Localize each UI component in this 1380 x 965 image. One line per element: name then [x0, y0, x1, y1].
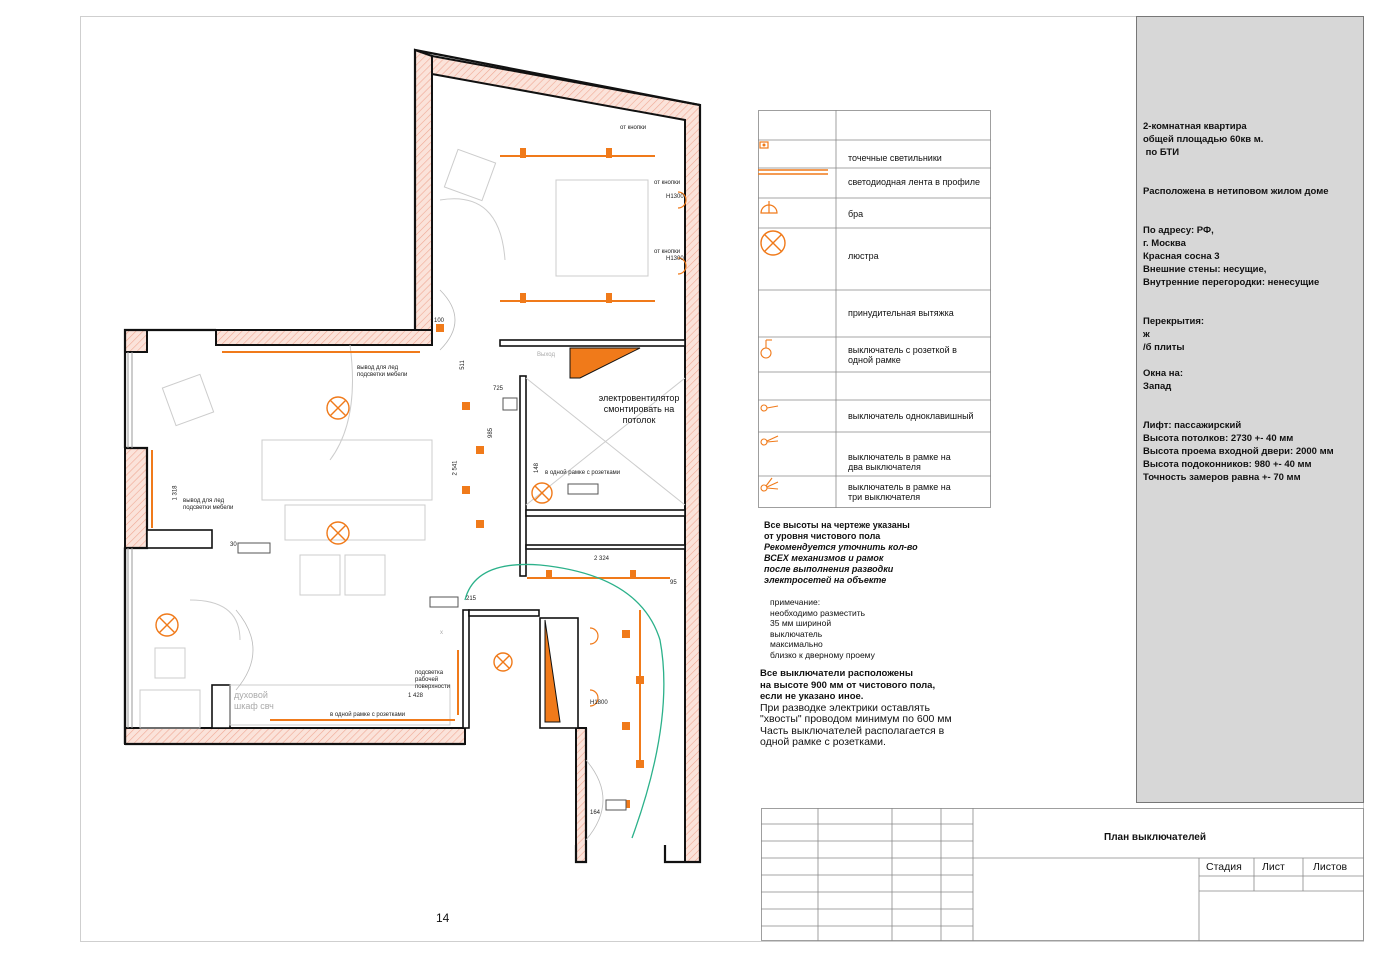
title-block-grid — [761, 808, 1364, 941]
legend-label-led-strip: светодиодная лента в профиле — [848, 177, 981, 187]
note-line: выключатель — [770, 628, 823, 639]
info-address: По адресу: РФ, г. Москва Красная сосна 3 Внешние стены: несущие, Внутренние перегородки: ненесущие — [1143, 225, 1320, 288]
plan-label-small: Выход — [537, 352, 555, 358]
switch-triple-icon — [758, 476, 836, 508]
dimension-label: 215 — [466, 596, 477, 602]
led-strips — [152, 156, 670, 760]
note-line: необходимо разместить — [770, 607, 866, 618]
sconces — [590, 192, 686, 706]
chandelier-icon — [758, 228, 836, 290]
chandeliers — [156, 397, 552, 671]
project-info-panel — [1136, 16, 1364, 803]
note-line: примечание: — [770, 597, 821, 607]
spot-light-icon — [758, 140, 836, 168]
dimension-label: 1 318 — [172, 485, 179, 501]
dimension-label: 148 — [534, 462, 541, 474]
notes-switches — [760, 668, 952, 749]
legend-label-sconce: бра — [848, 209, 864, 219]
plan-label-worksurface: подсветка рабочей поверхности — [415, 670, 451, 690]
info-apartment: 2-комнатная квартира общей площадью 60кв м. по БТИ — [1143, 121, 1264, 158]
exterior-walls — [125, 50, 700, 862]
info-floors: Перекрытия: ж /б плиты — [1143, 316, 1205, 353]
plan-label-height: H1300 — [666, 194, 684, 200]
dimension-label: 725 — [493, 386, 504, 392]
dimension-label: 2 541 — [452, 460, 459, 476]
plan-label-small: х — [440, 630, 443, 636]
plan-label-from-button: от кнопки — [654, 180, 681, 186]
plan-label-height: H1300 — [666, 256, 684, 262]
legend-label-switch-single: выключатель одноклавишный — [848, 411, 974, 421]
note-line: Все выключатели расположены — [760, 668, 913, 679]
notes-remark — [770, 597, 875, 660]
legend-label-exhaust: принудительная вытяжка — [848, 308, 954, 318]
sconce-icon — [758, 198, 836, 228]
switch-single-icon — [758, 400, 836, 432]
info-tech: Лифт: пассажирский Высота потолков: 2730 +- 40 мм Высота проема входной двери: 2000 мм Высота подоконников: 980 +- 40 мм Точность замеров равна +- 70 мм — [1143, 420, 1334, 483]
page-number: 14 — [436, 911, 450, 925]
note-line: 35 мм шириной — [770, 618, 832, 628]
title-block — [761, 808, 1364, 941]
note-line: Часть выключателей располагается в — [760, 724, 945, 737]
title-sheets: Листов — [1313, 861, 1348, 873]
switch-double-icon — [758, 432, 836, 476]
plan-label-oven: духовой шкаф свч — [234, 690, 274, 711]
dimension-label: 100 — [434, 318, 445, 324]
note-line: если не указано иное. — [760, 691, 864, 702]
note-line: на высоте 900 мм от чистового пола, — [760, 679, 936, 691]
note-line: ВСЕХ механизмов и рамок — [764, 553, 884, 563]
plan-label-sockets-frame: в одной рамке с розетками — [545, 470, 621, 476]
dimension-label: 1 428 — [408, 693, 424, 699]
title-stage: Стадия — [1206, 861, 1242, 873]
note-line: "хвосты" проводом минимум по 600 мм — [760, 713, 952, 725]
info-building: Расположена в нетиповом жилом доме — [1143, 186, 1329, 197]
plan-label-from-button: от кнопки — [654, 249, 681, 255]
info-windows: Окна на: Запад — [1143, 368, 1183, 392]
note-line: При разводке электрики оставлять — [760, 701, 930, 714]
note-line: от уровня чистового пола — [764, 531, 881, 541]
note-line: максимально — [770, 639, 823, 649]
furniture — [140, 149, 685, 728]
legend-label-switch-socket: выключатель с розеткой в одной рамке — [848, 345, 957, 365]
led-strip-icon — [758, 168, 836, 198]
legend-label-switch-double: выключатель в рамке на два выключателя — [848, 452, 951, 472]
plan-label-from-button: от кнопки — [620, 125, 647, 131]
dimension-label: 985 — [488, 427, 495, 439]
plan-label-height: H1800 — [590, 700, 608, 706]
note-line: одной рамке с розетками. — [760, 736, 886, 748]
legend-table — [758, 110, 991, 508]
dimension-label: 95 — [670, 580, 677, 586]
plan-label-furniture-light: вывод для лед подсветки мебели — [183, 498, 234, 511]
note-line: Рекомендуется уточнить кол-во — [764, 542, 918, 552]
switch-socket-icon — [758, 337, 836, 372]
legend-label-chandelier: люстра — [848, 251, 879, 261]
note-line: электросетей на объекте — [764, 575, 887, 585]
dimension-label: 2 324 — [594, 556, 610, 562]
plan-label-fan: электровентилятор смонтировать на потолок — [598, 393, 680, 425]
plan-label-furniture-light: вывод для лед подсветки мебели — [357, 365, 408, 378]
dimension-label: 511 — [459, 360, 466, 370]
dimension-label: 164 — [590, 810, 601, 816]
drawing-title: План выключателей — [1104, 832, 1207, 843]
dimension-label: 30 — [230, 542, 237, 548]
note-line: после выполнения разводки — [764, 564, 894, 574]
legend-label-switch-triple: выключатель в рамке на три выключателя — [848, 482, 951, 502]
legend-label-spot-light: точечные светильники — [848, 153, 942, 163]
note-line: Все высоты на чертеже указаны — [764, 520, 910, 530]
note-line: близко к дверному проему — [770, 649, 875, 660]
plan-label-sockets-frame: в одной рамке с розетками — [330, 712, 406, 718]
title-sheet: Лист — [1262, 861, 1285, 873]
notes-heights — [764, 520, 918, 586]
